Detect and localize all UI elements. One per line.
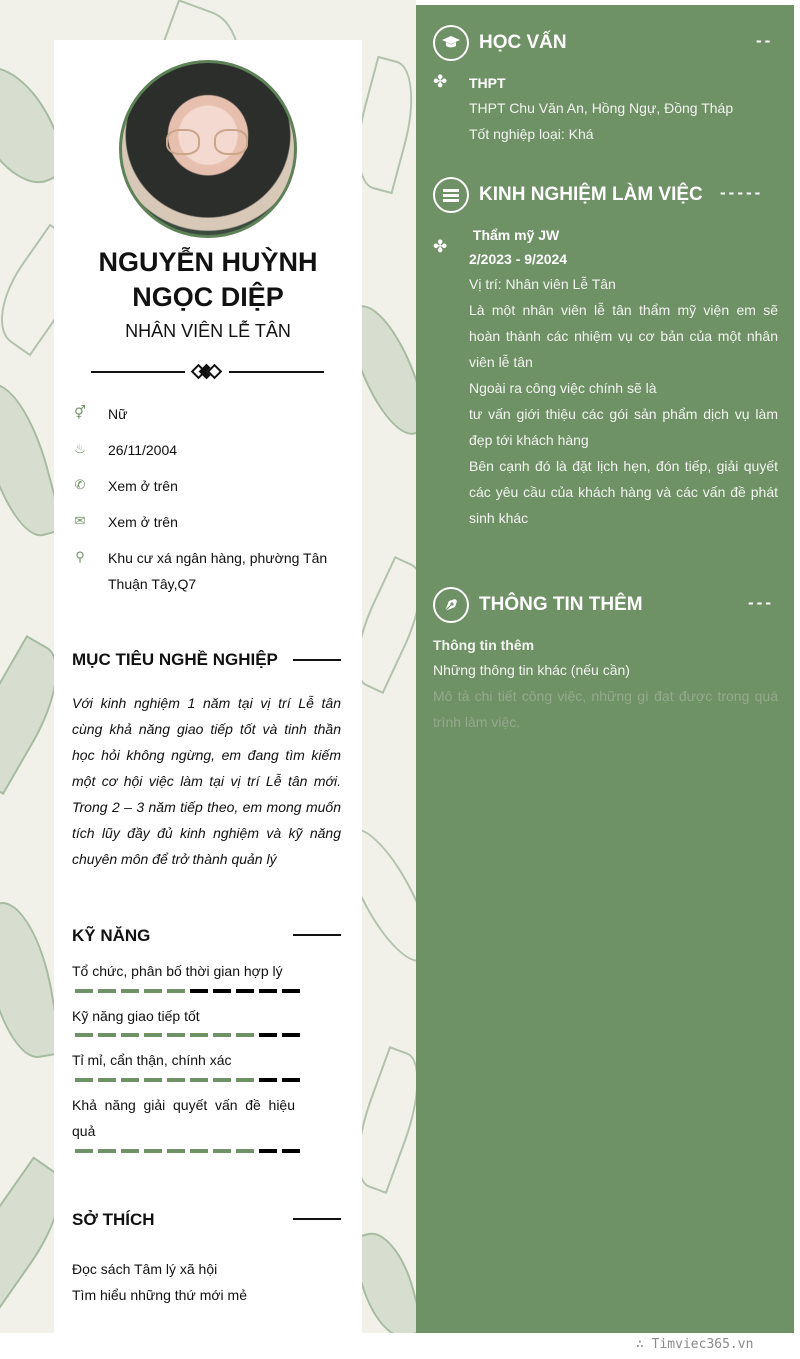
skill-bar-segment-filled: [236, 1033, 254, 1037]
birthday-text: 26/11/2004: [108, 442, 178, 458]
skill-bar-segment-empty: [213, 989, 231, 993]
skill-bar-segment-empty: [282, 1149, 300, 1153]
phone-icon: ✆: [74, 477, 86, 492]
address-text: Khu cư xá ngân hàng, phường Tân Thuận Tây,Q7: [108, 550, 328, 592]
skill-bar: [75, 1149, 300, 1153]
gender-text: Nữ: [108, 406, 128, 422]
education-level: THPT: [469, 75, 506, 91]
birthday-cake-icon: ♨: [74, 441, 86, 456]
skill-bar-segment-filled: [190, 1149, 208, 1153]
divider-line-left: [91, 371, 185, 373]
skill-bar-segment-filled: [167, 1033, 185, 1037]
envelope-icon: ✉: [74, 513, 86, 528]
objective-title: MỤC TIÊU NGHỀ NGHIỆP: [72, 650, 278, 669]
clover-bullet-icon: ✤: [433, 237, 448, 256]
skill-bar-segment-filled: [144, 1033, 162, 1037]
skill-bar-segment-filled: [167, 1078, 185, 1082]
skill-bar-segment-filled: [98, 1033, 116, 1037]
job-title: NHÂN VIÊN LỄ TÂN: [125, 321, 291, 341]
skill-bar-segment-filled: [144, 1078, 162, 1082]
skill-bar-segment-empty: [259, 1078, 277, 1082]
skill-bar-segment-filled: [121, 1149, 139, 1153]
skill-bar-segment-filled: [121, 989, 139, 993]
title-dashes: --: [756, 31, 774, 50]
skill-bar-segment-filled: [167, 989, 185, 993]
skill-bar-segment-empty: [282, 1033, 300, 1037]
section-rule: [293, 934, 341, 936]
skill-bar-segment-empty: [259, 1033, 277, 1037]
watermark: ∴ Timviec365.vn: [636, 1337, 754, 1352]
experience-description: tư vấn giới thiệu các gói sản phẩm dịch vụ làm đẹp tới khách hàng: [469, 406, 778, 448]
avatar: [119, 60, 297, 238]
graduation-cap-icon: [433, 25, 469, 61]
skill-bar-segment-filled: [236, 1149, 254, 1153]
pen-nib-icon: [433, 587, 469, 623]
extra-info-placeholder: Mô tả chi tiết công việc, những gì đạt được trong quá trình làm việc.: [433, 688, 778, 730]
gender-icon: ⚥: [74, 405, 86, 420]
extra-info-title: THÔNG TIN THÊM: [479, 594, 643, 615]
skill-bar-segment-empty: [259, 989, 277, 993]
title-dashes: ---: [748, 593, 774, 612]
skill-bar-segment-filled: [144, 1149, 162, 1153]
skill-bar-segment-filled: [98, 1078, 116, 1082]
skill-name: Kỹ năng giao tiếp tốt: [72, 1008, 200, 1024]
skill-bar-segment-filled: [121, 1033, 139, 1037]
title-dashes: -----: [720, 183, 764, 202]
skill-bar-segment-empty: [259, 1149, 277, 1153]
hobbies-title: SỞ THÍCH: [72, 1210, 155, 1229]
skill-bar-segment-filled: [236, 1078, 254, 1082]
name-line-1: NGUYỄN HUỲNH: [98, 247, 318, 277]
phone-text: Xem ở trên: [108, 478, 178, 494]
books-icon: [433, 177, 469, 213]
skill-bar-segment-filled: [98, 1149, 116, 1153]
skill-bar-segment-filled: [98, 989, 116, 993]
skill-bar: [75, 989, 300, 993]
skill-bar-segment-filled: [167, 1149, 185, 1153]
skill-bar: [75, 1033, 300, 1037]
objective-text: Với kinh nghiệm 1 năm tại vị trí Lễ tân cùng khả năng giao tiếp tốt và tinh thần học hỏi không ngừng, em đang tìm kiếm một cơ hội việc làm tại vị trí Lễ tân mới. Trong 2 – 3 năm tiếp theo, em mong muốn tích lũy đầy đủ kinh nghiệm và kỹ năng chuyên môn để trở thành quản lý: [72, 695, 341, 867]
skill-bar-segment-filled: [75, 1149, 93, 1153]
skill-bar-segment-empty: [236, 989, 254, 993]
education-result: Tốt nghiệp loại: Khá: [469, 126, 594, 142]
experience-company: Thẩm mỹ JW: [469, 227, 560, 243]
skill-bar-segment-filled: [121, 1078, 139, 1082]
skill-bar-segment-filled: [75, 1078, 93, 1082]
glasses-decoration: [214, 129, 248, 155]
skill-name: Tổ chức, phân bố thời gian hợp lý: [72, 963, 283, 979]
skill-name: Tỉ mỉ, cẩn thận, chính xác: [72, 1052, 232, 1068]
hobby-item: Tìm hiểu những thứ mới mẻ: [72, 1287, 247, 1303]
skill-bar-segment-filled: [144, 989, 162, 993]
skill-bar-segment-empty: [282, 1078, 300, 1082]
section-rule: [293, 659, 341, 661]
glasses-decoration: [166, 129, 200, 155]
experience-period: 2/2023 - 9/2024: [469, 251, 568, 267]
location-pin-icon: ⚲: [75, 549, 85, 564]
skills-title: KỸ NĂNG: [72, 926, 151, 945]
divider-line-right: [229, 371, 324, 373]
experience-description: Bên cạnh đó là đặt lịch hẹn, đón tiếp, giải quyết các yêu cầu của khách hàng và các vấn đề phát sinh khác: [469, 458, 778, 526]
hobby-item: Đọc sách Tâm lý xã hội: [72, 1261, 218, 1277]
skill-bar-segment-empty: [190, 989, 208, 993]
extra-info-text: Những thông tin khác (nếu cần): [433, 662, 630, 678]
education-title: HỌC VẤN: [479, 32, 567, 53]
skill-bar-segment-filled: [213, 1078, 231, 1082]
skill-bar-segment-filled: [190, 1078, 208, 1082]
skill-bar-segment-filled: [213, 1149, 231, 1153]
clover-bullet-icon: ✤: [433, 72, 448, 91]
experience-position: Vị trí: Nhân viên Lễ Tân: [469, 276, 616, 292]
skill-bar: [75, 1078, 300, 1082]
experience-description: Là một nhân viên lễ tân thẩm mỹ viện em sẽ hoàn thành các nhiệm vụ cơ bản của một nhân viên lễ tân: [469, 302, 778, 370]
experience-title: KINH NGHIỆM LÀM VIỆC: [479, 184, 703, 205]
skill-bar-segment-filled: [190, 1033, 208, 1037]
skill-bar-segment-filled: [75, 1033, 93, 1037]
section-rule: [293, 1218, 341, 1220]
skill-bar-segment-empty: [282, 989, 300, 993]
skill-name: Khả năng giải quyết vấn đề hiệu quả: [72, 1097, 295, 1139]
experience-description: Ngoài ra công việc chính sẽ là: [469, 380, 657, 396]
education-school: THPT Chu Văn An, Hồng Ngự, Đồng Tháp: [469, 100, 734, 116]
extra-info-subtitle: Thông tin thêm: [433, 637, 535, 653]
name-line-2: NGỌC DIỆP: [132, 282, 284, 312]
email-text: Xem ở trên: [108, 514, 178, 530]
skill-bar-segment-filled: [213, 1033, 231, 1037]
skill-bar-segment-filled: [75, 989, 93, 993]
